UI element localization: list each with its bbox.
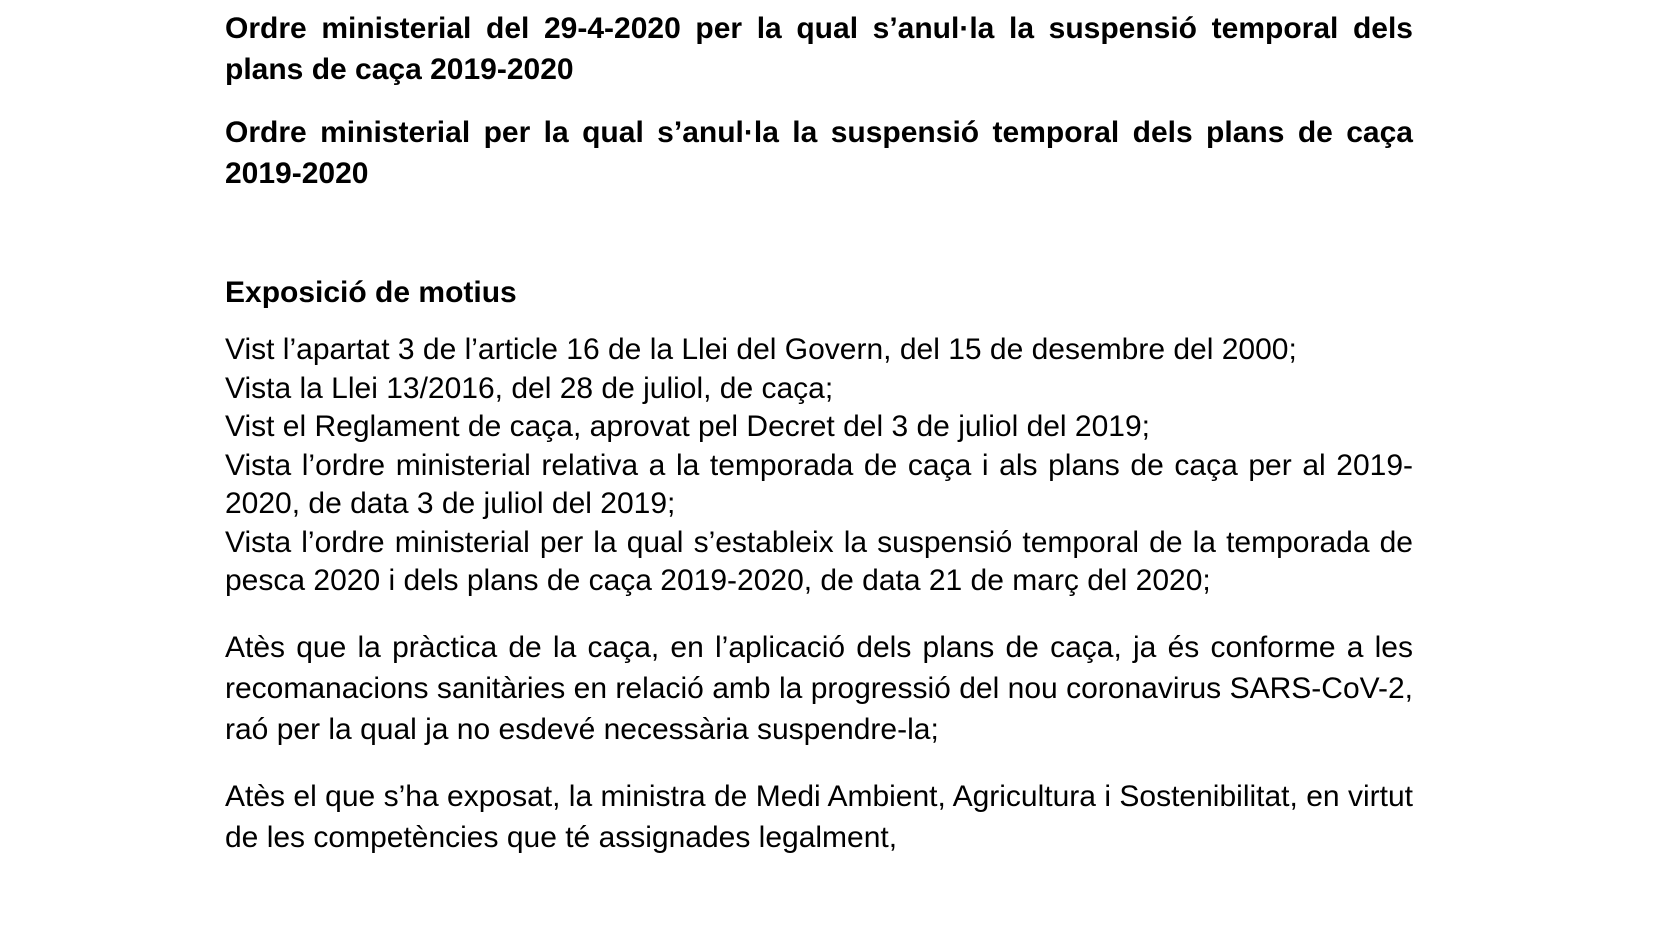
consideration-item: Vista la Llei 13/2016, del 28 de juliol, de caça; <box>225 371 834 405</box>
section-heading: Exposició de motius <box>225 276 517 309</box>
body-paragraph: Atès el que s’ha exposat, la ministra de Medi Ambient, Agricultura i Sostenibilitat, en virtut de les competències que té assignades legalment, <box>225 779 1413 854</box>
consideration-item: Vista l’ordre ministerial relativa a la temporada de caça i als plans de caça per al 2019-2020, de data 3 de juliol del 2019; <box>225 448 1413 520</box>
consideration-item: Vist l’apartat 3 de l’article 16 de la Llei del Govern, del 15 de desembre del 2000; <box>225 333 1297 366</box>
body-paragraph: Atès que la pràctica de la caça, en l’aplicació dels plans de caça, ja és conforme a les recomanacions sanitàries en relació amb la progressió del nou coronavirus SARS-CoV-2, raó per la qual ja no esdevé necessària suspendre-la; <box>225 630 1413 746</box>
document-page <box>225 8 1413 858</box>
document-subtitle: Ordre ministerial per la qual s’anul·la la suspensió temporal dels plans de caça 2019-2020 <box>225 116 1413 190</box>
considerations-list <box>225 331 1413 601</box>
document-title: Ordre ministerial del 29-4-2020 per la qual s’anul·la la suspensió temporal dels plans de caça 2019-2020 <box>225 12 1413 86</box>
consideration-item: Vist el Reglament de caça, aprovat pel Decret del 3 de juliol del 2019; <box>225 410 1151 443</box>
consideration-item: Vista l’ordre ministerial per la qual s’estableix la suspensió temporal de la temporada de pesca 2020 i dels plans de caça 2019-2020, de data 21 de març del 2020; <box>225 525 1413 597</box>
